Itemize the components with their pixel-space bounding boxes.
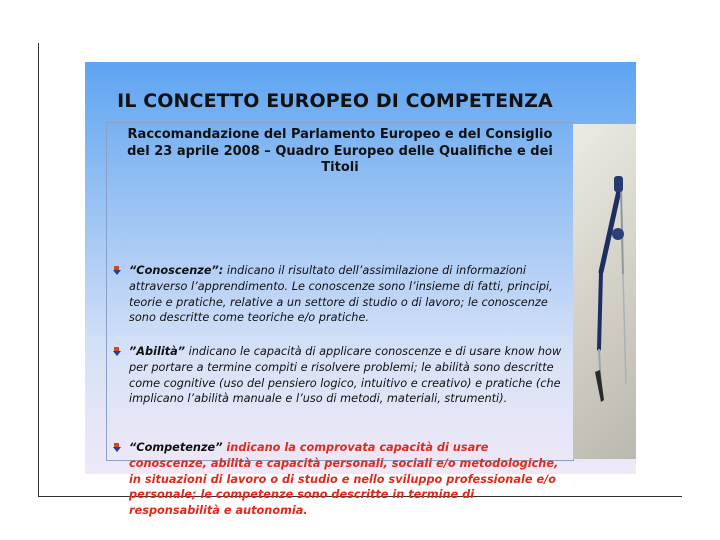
content-box bbox=[106, 122, 574, 518]
bullet-lead: ”Abilità” bbox=[129, 345, 186, 358]
bullet-lead: “Competenze” bbox=[129, 441, 223, 454]
bullet-conoscenze bbox=[113, 263, 563, 326]
bullet-marker-icon bbox=[113, 266, 121, 275]
bullet-lead: “Conoscenze”: bbox=[129, 264, 224, 277]
bullet-marker-icon bbox=[113, 347, 121, 356]
slide-title: IL CONCETTO EUROPEO DI COMPETENZA bbox=[117, 90, 553, 112]
slide-panel bbox=[85, 62, 636, 518]
compass-image bbox=[573, 124, 636, 459]
compass-icon bbox=[573, 124, 636, 459]
subtitle-line-3: Titoli bbox=[321, 160, 359, 175]
slide-subtitle bbox=[107, 127, 573, 177]
bullet-abilita bbox=[113, 344, 563, 407]
subtitle-line-1: Raccomandazione del Parlamento Europeo e del Consiglio bbox=[127, 127, 553, 142]
bullet-competenze bbox=[113, 440, 563, 519]
subtitle-line-2: del 23 aprile 2008 – Quadro Europeo delle Qualifiche e dei bbox=[127, 143, 553, 159]
bullet-text: indicano le capacità di applicare conoscenze e di usare know how per portare a termine compiti e risolvere problemi; le abilità sono descritte come cognitive (uso del pensiero logico, intuitivo e creativo) e pratiche (che implicano l’abilità manuale e l’uso di metodi, materiali, strumenti). bbox=[129, 345, 562, 406]
frame-left-border bbox=[38, 43, 39, 497]
bullet-text: indicano la comprovata capacità di usare conoscenze, abilità e capacità personali, sociali e/o metodologiche, in situazioni di lavoro o di studio e nello sviluppo professionale e/o personale; le competenze sono descritte in termine di responsabilità e autonomia. bbox=[129, 441, 559, 518]
bullet-text: indicano il risultato dell’assimilazione di informazioni attraverso l’apprendimento. Le conoscenze sono l’insieme di fatti, principi, teorie e pratiche, relative a un settore di studio o di lavoro; le conoscenze sono descritte come teoriche e/o pratiche. bbox=[129, 264, 553, 325]
bullet-marker-icon bbox=[113, 443, 121, 452]
